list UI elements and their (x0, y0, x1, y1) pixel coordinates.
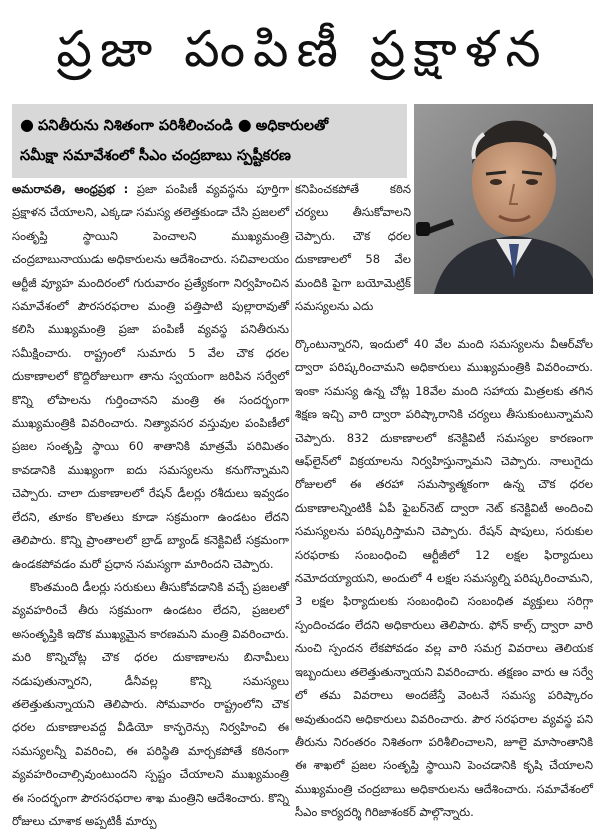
body-column-right (295, 333, 593, 820)
deck-point-1: పనితీరును నిశితంగా పరిశీలించండి (37, 118, 233, 134)
deck-line-2: సమీక్షా సమావేశంలో సీఎం చంద్రబాబు స్పష్టీకరణ (20, 148, 291, 164)
paragraph-1 (12, 178, 289, 576)
paragraph-2: కొంతమంది డీలర్లు సరుకులు తీసుకోవడానికి వచ్చే ప్రజలతో వ్యవహరించే తీరు సక్రమంగా ఉండటం లేదని, ప్రజలలో అసంతృప్తికి ఇదొక ముఖ్యమైన కారణమని మంత్రి వివరించారు. మరి కొన్నిచోట్ల చౌక ధరల దుకాణాలను బినామీలు నడుపుతున్నారని, డీనీవల్ల కొన్ని సమస్యలు తలెత్తుతున్నాయని తెలిపారు. సోమవారం రాష్ట్రంలోని చౌక ధరల దుకాణాలవద్ద వీడియో కాన్ఫరెన్సు నిర్వహించి ఈ సమస్యలన్నీ వివరించి, ఈ పరిస్థితి మార్చకపోతే కఠినంగా వ్యవహరించాల్సివుంటుందని స్పష్టం చేయాలని ముఖ్యమంత్రి ఈ సందర్భంగా పౌరసరఫరాల శాఖ మంత్రిని ఆదేశించారు. కొన్ని రోజులు చూశాక అప్పటికీ మార్పు (12, 579, 289, 828)
dateline: అమరావతి, ఆంధ్రప్రభ : (12, 182, 129, 196)
deck-bullet-2: ● (237, 115, 252, 134)
cm-portrait-image (414, 104, 593, 294)
deck-point-2: అధికారులతో (255, 118, 329, 134)
paragraph-mid: కనిపించకపోతే కఠిన చర్యలు తీసుకోవాలని చెప్పారు. చౌక ధరల దుకాణాలలో 58 వేల మందికి పైగా బయోమెట్రిక్ సమస్యలను ఎదు (295, 182, 411, 314)
column-divider (291, 180, 292, 730)
deck-bullet-1: ● (20, 115, 34, 134)
cm-photo (414, 104, 593, 294)
paragraph-3: ర్కొంటున్నారని, ఇందులో 40 వేల మంది సమస్యలను వీఆర్‌వోల ద్వారా పరిష్కరించామని అధికారులు ముఖ్యమంత్రికి వివరించారు. ఇంకా సమస్య ఉన్న చోట్ల 18వేల మంది సహాయ మిత్రలకు తగిన శిక్షణ ఇచ్చి వారి ద్వారా పరిష్కారానికి చర్యలు తీసుకుంటున్నామని చెప్పారు. 832 దుకాణాలలో కనెక్టివిటీ సమస్యల కారణంగా ఆఫ్‌లైన్‌లో విక్రయాలను నిర్వహిస్తున్నామని చెప్పారు. నాలుగైదు రోజులలో ఈ తరహా సమస్యాత్మకంగా ఉన్న చౌక ధరల దుకాణాలన్నింటికీ ఏపీ ఫైబర్‌నెట్ ద్వారా నెట్ కనెక్టివిటీ అందించి సమస్యలను పరిష్కరిస్తామని చెప్పారు. రేషన్ షాపులు, సరుకుల సరఫరాకు సంబంధించి ఆర్టీజీలో 12 లక్షల ఫిర్యాదులు నమోదయ్యాయని, అందులో 4 లక్షల సమస్యల్ని పరిష్కరించామని, 3 లక్షల ఫిర్యాదులకు సంబంధించి సంబంధిత వ్యక్తులు సరిగ్గా స్పందించడం లేదని అధికారులు తెలిపారు. ఫోన్‌ కాల్స్ ద్వారా వారి నుంచి స్పందన లేకపోవడం వల్ల వారి సమగ్ర వివరాలు తెలియక ఇబ్బందులు తలెత్తుతున్నాయని వివరించారు. తక్షణం వారు ఆ సర్వే లో తమ వివరాలు అందజేస్తే వెంటనే సమస్య పరిష్కారం అవుతుందని అధికారులు వివరించారు. పౌర సరఫరాల వ్యవస్థ పని తీరును నిరంతరం నిశితంగా పరిశీలించాలని, జూలై మాసాంతానికి ఈ శాఖలో ప్రజల సంతృప్తి స్థాయిని పెంచడానికి కృషి చేయాలని ముఖ్యమంత్రి చంద్రబాబు అధికారులను ఆదేశించారు. సమావేశంలో సీఎం కార్యదర్శి గిరిజాశంకర్ పాల్గొన్నారు. (295, 337, 593, 820)
headline: ప్రజా పంపిణీ ప్రక్షాళన (56, 20, 549, 78)
deck-box (12, 104, 407, 178)
deck-line-1 (20, 110, 399, 141)
body-column-left (12, 178, 289, 828)
paragraph-1-text: ప్రజా పంపిణీ వ్యవస్థను పూర్తిగా ప్రక్షాళన చేయాలని, ఎక్కడా సమస్య తలెత్తకుండా చేసి ప్రజలలో సంతృప్తి స్థాయిని పెంచాలని ముఖ్యమంత్రి చంద్రబాబునాయుడు అధికారులను ఆదేశించారు. సచివాలయం ఆర్టీజీ వ్యూహ మందిరంలో గురువారం ప్రత్యేకంగా నిర్వహించిన సమావేశంలో పౌరసరఫరాల మంత్రి పత్తిపాటి పుల్లారావుతో కలిసి ముఖ్యమంత్రి ప్రజా పంపిణీ వ్యవస్థ పనితీరును సమీక్షించారు. రాష్ట్రంలో సుమారు 5 వేల చౌక ధరల దుకాణాలలో కొద్దిరోజులుగా తాను స్వయంగా జరిపిన సర్వేలో కొన్ని లోపాలను గుర్తించానని మంత్రి ఈ సందర్భంగా ముఖ్యమంత్రికి వివరించారు. నిత్యావసర వస్తువుల పంపిణీలో ప్రజల సంతృప్తి స్థాయి 60 శాతానికి మాత్రమే పరిమితం కావడానికి ముఖ్యంగా ఐదు సమస్యలను కనుగొన్నామని చెప్పారు. చాలా దుకాణాలలో రేషన్ డీలర్లు రశీదులు ఇవ్వడం లేదని, తూకం కొలతలు కూడా సక్రమంగా ఉండటం లేదని తెలిపారు. కొన్ని ప్రాంతాలలో బ్రాడ్ బ్యాండ్ కనెక్టివిటీ సక్రమంగా ఉండకపోవడం మరో ప్రధాన సమస్యగా మారిందని చెప్పారు. (12, 182, 289, 571)
body-column-mid (295, 178, 411, 333)
